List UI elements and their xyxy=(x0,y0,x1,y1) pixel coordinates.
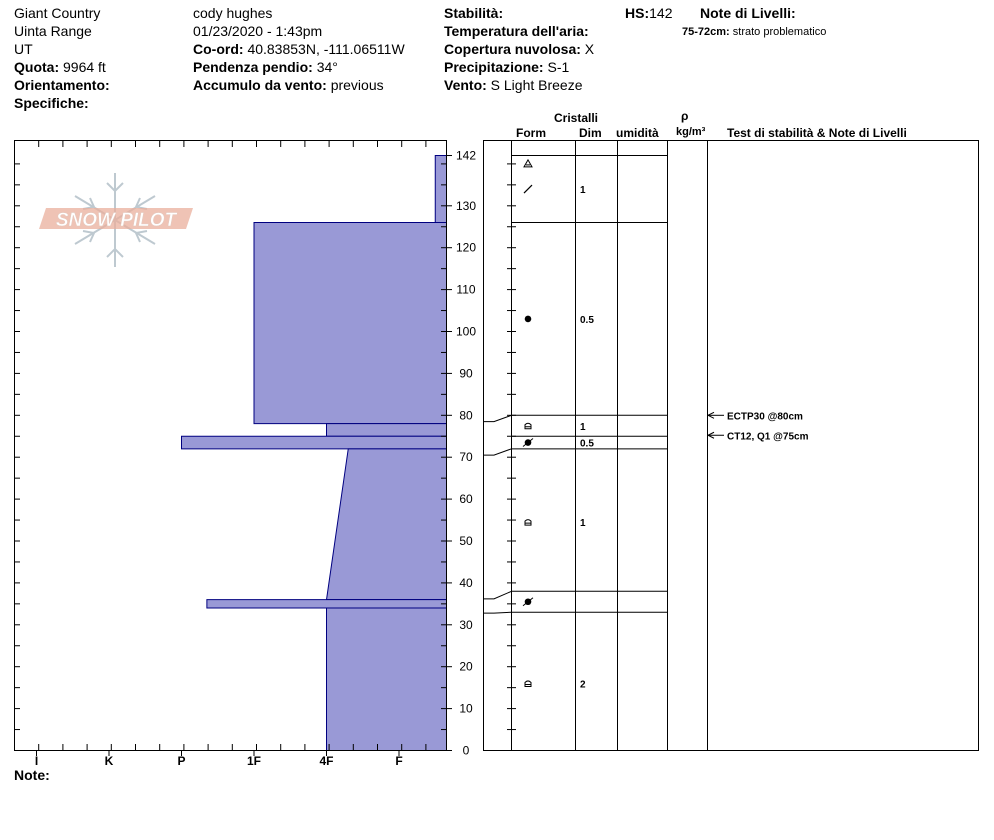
depth-hoar-icon xyxy=(525,423,531,429)
location: Giant Country xyxy=(14,5,101,21)
depth-tick-label: 100 xyxy=(455,324,477,339)
observer: cody hughes xyxy=(193,5,273,21)
stabilita-label: Stabilità: xyxy=(444,5,504,21)
note-livelli-text: strato problematico xyxy=(732,26,827,38)
orientamento-label: Orientamento: xyxy=(14,77,110,93)
depth-tick-label: 20 xyxy=(459,659,473,674)
crystal-dim: 2 xyxy=(580,679,586,691)
depth-tick-label: 70 xyxy=(459,450,473,465)
hardness-tick-label: F xyxy=(395,754,403,768)
hardness-bar xyxy=(327,449,447,600)
hs-value: 142 xyxy=(649,5,673,21)
quota-value: 9964 ft xyxy=(63,59,106,75)
precipitazione-value: S-1 xyxy=(547,59,570,75)
col-test-notes: Test di stabilità & Note di Livelli xyxy=(727,126,907,140)
stability-test-label: CT12, Q1 @75cm xyxy=(727,431,809,443)
boundary-connector xyxy=(484,449,512,455)
depth-tick-label: 30 xyxy=(459,617,473,632)
col-form: Form xyxy=(516,126,546,140)
layers-table-frame xyxy=(484,141,979,751)
col-rho: ρ xyxy=(681,109,689,123)
depth-tick-label: 110 xyxy=(456,282,476,297)
note-label: Note: xyxy=(14,767,50,783)
crystal-dim: 0.5 xyxy=(580,438,594,450)
coord-label: Co-ord: xyxy=(193,41,244,57)
depth-hoar-icon xyxy=(525,681,531,687)
note-livelli-label: Note di Livelli: xyxy=(700,5,796,21)
melt-freeze-icon xyxy=(523,439,533,447)
vento-value: S Light Breeze xyxy=(490,77,583,93)
col-cristalli: Cristalli xyxy=(554,111,599,125)
specifiche-label: Specifiche: xyxy=(14,95,89,111)
hardness-bar xyxy=(182,436,447,449)
crystal-dim: 1 xyxy=(580,421,586,433)
depth-tick-label: 10 xyxy=(459,701,473,716)
depth-axis xyxy=(447,149,477,758)
col-density-unit: kg/m³ xyxy=(676,126,706,138)
temperatura-label: Temperatura dell'aria: xyxy=(444,23,589,39)
hardness-tick-label: K xyxy=(104,754,114,768)
boundary-connector xyxy=(484,591,512,599)
depth-tick-label: 60 xyxy=(459,492,473,507)
hardness-bar xyxy=(207,600,447,608)
accumulo-label: Accumulo da vento: xyxy=(193,77,327,93)
accumulo-value: previous xyxy=(330,77,384,93)
decomposing-fragment-icon xyxy=(524,185,532,193)
crystal-dim: 1 xyxy=(580,518,586,530)
stability-test-label: ECTP30 @80cm xyxy=(727,411,803,423)
hardness-tick-label: P xyxy=(177,754,186,768)
hs-label: HS: xyxy=(625,5,650,21)
depth-tick-label: 0 xyxy=(462,743,470,758)
logo-text: SNOW PILOT xyxy=(55,210,177,231)
crystal-dim: 0.5 xyxy=(580,314,594,326)
precipitazione-label: Precipitazione: xyxy=(444,59,544,75)
note-livelli-range: 75-72cm: xyxy=(682,26,730,38)
hardness-tick-label: 4F xyxy=(319,754,334,768)
depth-hoar-icon xyxy=(525,520,531,526)
depth-tick-label: 80 xyxy=(459,408,473,423)
col-umidita: umidità xyxy=(616,126,659,140)
copertura-label: Copertura nuvolosa: xyxy=(444,41,581,57)
hardness-bar xyxy=(435,156,446,223)
col-dim: Dim xyxy=(579,126,602,140)
state: UT xyxy=(14,41,33,57)
depth-tick-label: 120 xyxy=(455,240,477,255)
hardness-tick-label: 1F xyxy=(246,754,262,768)
hardness-bar xyxy=(327,608,447,750)
crystal-dim: 1 xyxy=(580,185,586,197)
boundary-connector xyxy=(484,415,512,421)
range: Uinta Range xyxy=(14,23,92,39)
coord-value: 40.83853N, -111.06511W xyxy=(247,41,405,57)
surface-hoar-triangle-icon xyxy=(524,160,532,167)
depth-tick-label: 130 xyxy=(455,198,477,213)
rounded-grain-icon xyxy=(525,316,532,323)
datetime: 01/23/2020 - 1:43pm xyxy=(193,23,323,39)
depth-tick-label: 90 xyxy=(459,366,473,381)
quota-label: Quota: xyxy=(14,59,60,75)
snowpilot-logo xyxy=(39,173,193,267)
depth-tick-label: 40 xyxy=(459,575,473,590)
hardness-bar xyxy=(254,223,447,424)
vento-label: Vento: xyxy=(444,77,487,93)
depth-tick-label: 142 xyxy=(455,148,477,163)
hardness-tick-label: I xyxy=(34,754,39,768)
pendenza-value: 34° xyxy=(316,59,338,75)
pendenza-label: Pendenza pendio: xyxy=(193,59,313,75)
boundary-connector xyxy=(484,612,512,613)
melt-freeze-icon xyxy=(523,598,533,606)
hardness-profile xyxy=(182,156,447,751)
hardness-bar xyxy=(327,424,447,437)
layers-table xyxy=(484,156,809,751)
depth-tick-label: 50 xyxy=(459,534,473,548)
copertura-value: X xyxy=(584,41,595,57)
